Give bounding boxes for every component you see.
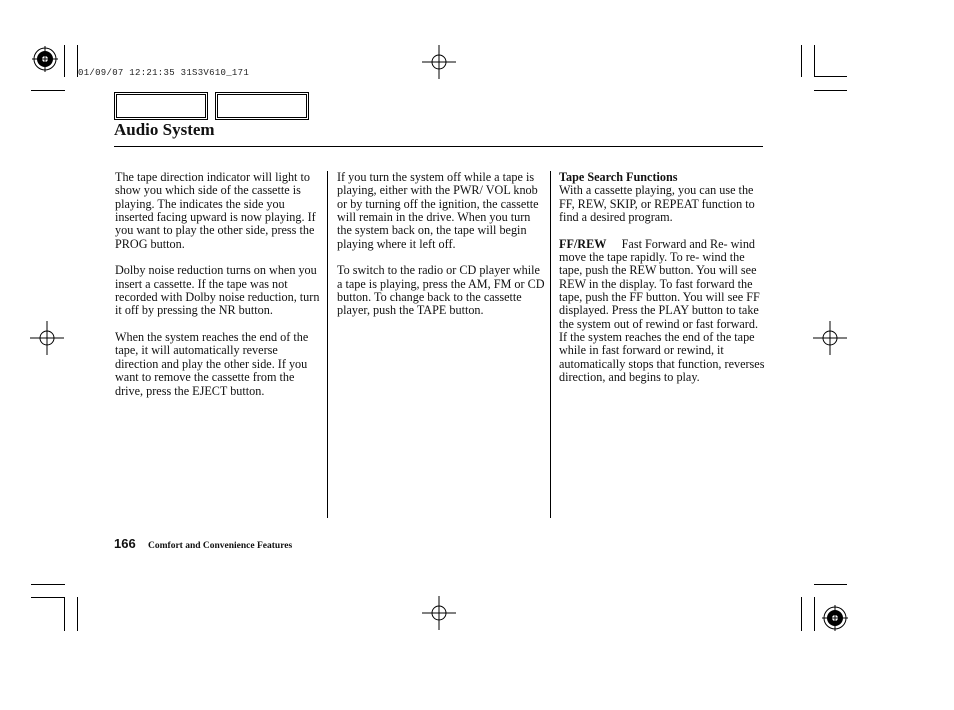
text-column-3: [559, 171, 767, 398]
header-tab-box: [215, 92, 309, 120]
header-tab-box: [114, 92, 208, 120]
crosshair-icon: [30, 321, 64, 355]
ffrew-paragraph: [559, 238, 767, 385]
paragraph: To switch to the radio or CD player while a tape is playing, press the AM, FM or CD button. To change back to the cassette player, push the TAPE button.: [337, 263, 545, 318]
paragraph: With a cassette playing, you can use the FF, REW, SKIP, or REPEAT function to find a desired program.: [559, 183, 755, 225]
ffrew-label: FF/REW: [559, 236, 607, 251]
registration-target-icon: [820, 603, 850, 633]
paragraph: When the system reaches the end of the tape, it will automatically reverse direction and play the other side. If you want to remove the cassette from the drive, press the EJECT button.: [115, 330, 309, 398]
section-subheading: Tape Search Functions: [559, 170, 678, 184]
column-divider: [327, 171, 328, 518]
crosshair-icon: [813, 321, 847, 355]
text-column-2: [337, 171, 545, 331]
print-timestamp: 01/09/07 12:21:35 31S3V610_171: [78, 68, 250, 78]
ffrew-text: Fast Forward and Re- wind move the tape rapidly. To re- wind the tape, push the REW button. You will see REW in the display. To fast forward the tape, push the FF button. You will see FF displayed. Press the PLAY button to take the system out of rewind or fast forward. If the system reaches the end of the tape while in fast forward or rewind, it automatically stops that function, reverses direction, and begins to play.: [559, 236, 765, 385]
registration-target-icon: [30, 44, 60, 74]
crosshair-icon: [422, 45, 456, 79]
footer-section-title: Comfort and Convenience Features: [148, 541, 293, 551]
paragraph: If you turn the system off while a tape is playing, either with the PWR/ VOL knob or by turning off the ignition, the cassette will remain in the drive. When you turn the system back on, the tape will begin playing where it left off.: [337, 170, 539, 251]
page-number: 166: [114, 536, 136, 551]
header-rule: [114, 146, 763, 147]
crosshair-icon: [422, 596, 456, 630]
column-divider: [550, 171, 551, 518]
text-column-1: [115, 171, 321, 411]
paragraph: Dolby noise reduction turns on when you insert a cassette. If the tape was not recorded with Dolby noise reduction, turn it off by pressing the NR button.: [115, 263, 320, 318]
paragraph: The tape direction indicator will light to show you which side of the cassette is playing. The indicates the side you inserted facing upward is now playing. If you want to play the other side, press the PROG button.: [115, 170, 316, 251]
page-title: Audio System: [114, 120, 215, 139]
